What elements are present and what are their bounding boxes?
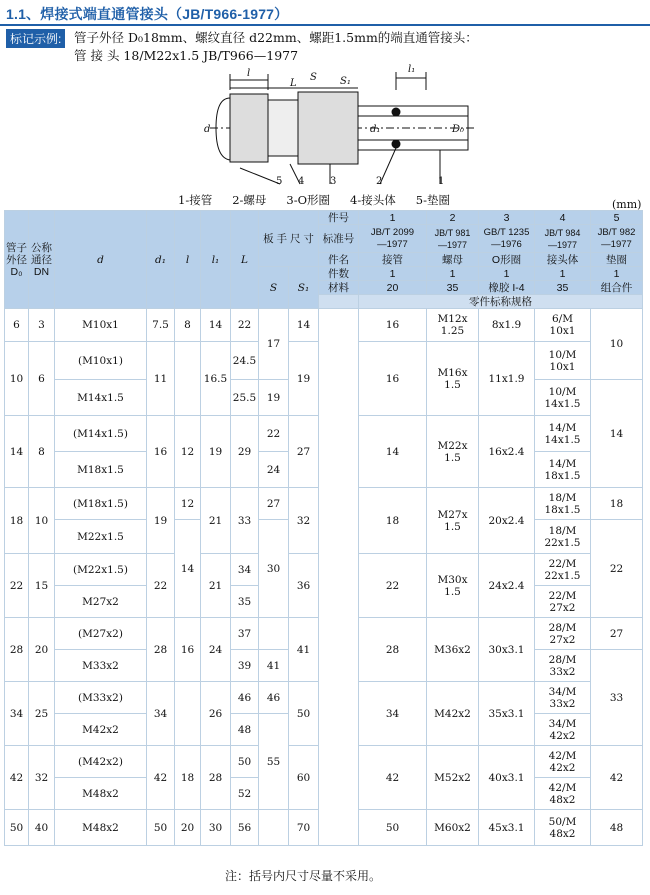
example-tag: 标记示例: (6, 29, 65, 48)
cell-p4: 18/M 18x1.5 (535, 488, 591, 520)
cell-p4: 6/M 10x1 (535, 309, 591, 342)
part-std: JB/T 982 —1977 (591, 225, 643, 253)
cell-d1: 7.5 (147, 309, 175, 342)
cell-l1: 28 (201, 746, 231, 810)
cell-p1: 28 (359, 618, 427, 682)
count-label: 件数 (319, 267, 359, 281)
cell-p2: M42x2 (427, 682, 479, 746)
col-header-wrench: 板 手 尺 寸 (259, 211, 319, 267)
cell-DN: 20 (29, 618, 55, 682)
part-std: JB/T 2099 —1977 (359, 225, 427, 253)
cell-p5: 48 (591, 810, 643, 846)
cell-p3: 20x2.4 (479, 488, 535, 554)
col-header-d: d (55, 211, 147, 309)
cell-p3: 45x3.1 (479, 810, 535, 846)
part-no: 5 (591, 211, 643, 225)
cell-l: 20 (175, 810, 201, 846)
parts-legend (178, 192, 450, 208)
cell-S1: 60 (289, 746, 319, 810)
cell-p4: 34/M 42x2 (535, 714, 591, 746)
part-callout-1: 1 (438, 176, 445, 187)
cell-S1: 19 (289, 342, 319, 416)
cell-l1: 21 (201, 554, 231, 618)
cell-p4: 22/M 27x2 (535, 586, 591, 618)
dim-label-l: l (247, 68, 251, 79)
col-header-l: l (175, 211, 201, 309)
cell-D0: 18 (5, 488, 29, 554)
cell-p3: 30x3.1 (479, 618, 535, 682)
cell-p4: 42/M 48x2 (535, 778, 591, 810)
cell-l1: 21 (201, 488, 231, 554)
cell-d1: 28 (147, 618, 175, 682)
cell-p2: M22x 1.5 (427, 416, 479, 488)
cell-p3: 16x2.4 (479, 416, 535, 488)
cell-l1: 26 (201, 682, 231, 746)
example-line-1: 管子外径 D₀18mm、螺纹直径 d22mm、螺距1.5mm的端直通管接头： (74, 30, 478, 45)
cell-D0: 42 (5, 746, 29, 810)
part-callout-5: 5 (276, 176, 283, 187)
cell-p1: 18 (359, 488, 427, 554)
cell-L: 37 (231, 618, 259, 650)
part-count: 1 (479, 267, 535, 281)
cell-p3: 24x2.4 (479, 554, 535, 618)
col-header-DN: 公称通径DN (29, 211, 55, 309)
cell-DN: 32 (29, 746, 55, 810)
cell-D0: 14 (5, 416, 29, 488)
cell-p1: 50 (359, 810, 427, 846)
cell-p3: 35x3.1 (479, 682, 535, 746)
cell-d: (M10x1) (55, 342, 147, 380)
cell-d: M33x2 (55, 650, 147, 682)
cell-p5: 42 (591, 746, 643, 810)
dim-label-D0: D₀ (452, 124, 465, 135)
cell-p5: 22 (591, 520, 643, 618)
dim-label-L: L (290, 78, 297, 89)
cell-S1: 70 (289, 810, 319, 846)
part-no: 3 (479, 211, 535, 225)
cell-d: M42x2 (55, 714, 147, 746)
cell-D0: 34 (5, 682, 29, 746)
cell-l: 12 (175, 416, 201, 488)
cell-S1: 32 (289, 488, 319, 554)
cell-L: 22 (231, 309, 259, 342)
cell-p4: 14/M 18x1.5 (535, 452, 591, 488)
dim-label-l1: l₁ (408, 64, 416, 75)
legend-item: 1-接管 (178, 193, 213, 207)
col-header-S1: S₁ (289, 267, 319, 309)
cell-l1: 14 (201, 309, 231, 342)
mat-label: 材料 (319, 281, 359, 295)
dim-label-d1: d₁ (370, 124, 381, 135)
cell-L: 39 (231, 650, 259, 682)
cell-S (259, 618, 289, 650)
cell-p4: 10/M 14x1.5 (535, 380, 591, 416)
cell-DN: 6 (29, 342, 55, 416)
part-name: 螺母 (427, 253, 479, 267)
cell-d: (M33x2) (55, 682, 147, 714)
cell-p1: 16 (359, 342, 427, 416)
cell-D0: 6 (5, 309, 29, 342)
part-std: JB/T 984 —1977 (535, 225, 591, 253)
part-no-label: 件号 (319, 211, 359, 225)
name-label: 件名 (319, 253, 359, 267)
dim-label-S1: S₁ (340, 76, 351, 87)
cell-S (259, 810, 289, 846)
part-no: 4 (535, 211, 591, 225)
part-name: 垫圈 (591, 253, 643, 267)
cell-l: 18 (175, 746, 201, 810)
title-rule (0, 24, 650, 26)
cell-S1: 14 (289, 309, 319, 342)
part-name: 接头体 (535, 253, 591, 267)
cell-p2: M12x 1.25 (427, 309, 479, 342)
part-mat: 20 (359, 281, 427, 295)
cell-d: M10x1 (55, 309, 147, 342)
cell-p2: M60x2 (427, 810, 479, 846)
part-callout-2: 2 (376, 176, 383, 187)
cell-L: 35 (231, 586, 259, 618)
cell-d: M48x2 (55, 778, 147, 810)
dim-label-S: S (310, 72, 317, 83)
col-header-D0: 管子外径D₀ (5, 211, 29, 309)
cell-d: (M18x1.5) (55, 488, 147, 520)
cell-L: 29 (231, 416, 259, 488)
cell-p2: M27x 1.5 (427, 488, 479, 554)
cell-p2: M30x 1.5 (427, 554, 479, 618)
col-header-L: L (231, 211, 259, 309)
spec-label: 零件标称规格 (359, 295, 643, 309)
cell-d: (M22x1.5) (55, 554, 147, 586)
cell-p2: M52x2 (427, 746, 479, 810)
dimension-table (4, 210, 643, 846)
cell-d: M27x2 (55, 586, 147, 618)
cell-p5: 10 (591, 309, 643, 380)
cell-l1: 19 (201, 416, 231, 488)
cell-d1: 16 (147, 416, 175, 488)
part-callout-3: 3 (330, 176, 337, 187)
part-no: 1 (359, 211, 427, 225)
cell-S: 22 (259, 416, 289, 452)
cell-l: 8 (175, 309, 201, 342)
fitting-diagram (190, 64, 480, 189)
cell-S: 19 (259, 380, 289, 416)
cell-l: 14 (175, 520, 201, 618)
cell-L: 25.5 (231, 380, 259, 416)
dim-label-d: d (204, 124, 211, 135)
cell-L: 34 (231, 554, 259, 586)
cell-p4: 22/M 22x1.5 (535, 554, 591, 586)
legend-item: 2-螺母 (232, 193, 267, 207)
unit-label: (mm) (612, 198, 642, 211)
cell-p4: 28/M 33x2 (535, 650, 591, 682)
legend-item: 5-垫圈 (415, 193, 450, 207)
cell-d1: 22 (147, 554, 175, 618)
cell-d1: 42 (147, 746, 175, 810)
cell-l1: 30 (201, 810, 231, 846)
cell-S: 24 (259, 452, 289, 488)
cell-l (175, 682, 201, 746)
cell-d: (M14x1.5) (55, 416, 147, 452)
col-header-d1: d₁ (147, 211, 175, 309)
cell-S: 17 (259, 309, 289, 380)
cell-l: 12 (175, 488, 201, 520)
cell-p1: 34 (359, 682, 427, 746)
cell-l (175, 342, 201, 416)
cell-S1: 41 (289, 618, 319, 682)
page-title: 1.1、焊接式端直通管接头（JB/T966-1977） (6, 6, 289, 22)
part-mat: 35 (427, 281, 479, 295)
cell-L: 50 (231, 746, 259, 778)
cell-p5: 27 (591, 618, 643, 650)
cell-p4: 42/M 42x2 (535, 746, 591, 778)
part-std: GB/T 1235 —1976 (479, 225, 535, 253)
cell-DN: 8 (29, 416, 55, 488)
cell-d1: 50 (147, 810, 175, 846)
cell-p2: M16x 1.5 (427, 342, 479, 416)
footnote: 注：括号内尺寸尽量不采用。 (225, 869, 382, 883)
part-name: 接管 (359, 253, 427, 267)
cell-L: 56 (231, 810, 259, 846)
cell-d: M22x1.5 (55, 520, 147, 554)
cell-p1: 14 (359, 416, 427, 488)
col-header-S: S (259, 267, 289, 309)
cell-p4: 28/M 27x2 (535, 618, 591, 650)
cell-L: 48 (231, 714, 259, 746)
cell-S: 55 (259, 714, 289, 810)
cell-l: 16 (175, 618, 201, 682)
cell-DN: 40 (29, 810, 55, 846)
cell-L: 46 (231, 682, 259, 714)
cell-d: (M27x2) (55, 618, 147, 650)
cell-l1: 16.5 (201, 342, 231, 416)
cell-p1: 16 (359, 309, 427, 342)
cell-S1: 36 (289, 554, 319, 618)
cell-d: M48x2 (55, 810, 147, 846)
cell-d: M18x1.5 (55, 452, 147, 488)
std-label: 标准号 (319, 225, 359, 253)
part-count: 1 (427, 267, 479, 281)
cell-blank (319, 309, 359, 846)
part-std: JB/T 981 —1977 (427, 225, 479, 253)
cell-DN: 3 (29, 309, 55, 342)
part-no: 2 (427, 211, 479, 225)
cell-DN: 25 (29, 682, 55, 746)
cell-L: 33 (231, 488, 259, 554)
cell-p3: 8x1.9 (479, 309, 535, 342)
cell-l1: 24 (201, 618, 231, 682)
cell-D0: 10 (5, 342, 29, 416)
example-line-2: 管 接 头 18/M22x1.5 JB/T966—1977 (74, 48, 299, 63)
part-count: 1 (591, 267, 643, 281)
cell-d1: 11 (147, 342, 175, 416)
cell-S: 30 (259, 520, 289, 618)
cell-p1: 22 (359, 554, 427, 618)
part-mat: 橡胶 I-4 (479, 281, 535, 295)
legend-item: 4-接头体 (350, 193, 396, 207)
cell-d1: 19 (147, 488, 175, 554)
cell-D0: 22 (5, 554, 29, 618)
cell-L: 52 (231, 778, 259, 810)
cell-S1: 27 (289, 416, 319, 488)
legend-item: 3-O形圈 (286, 193, 331, 207)
cell-p4: 34/M 33x2 (535, 682, 591, 714)
part-count: 1 (359, 267, 427, 281)
cell-p3: 11x1.9 (479, 342, 535, 416)
part-count: 1 (535, 267, 591, 281)
part-name: O形圈 (479, 253, 535, 267)
cell-d: (M42x2) (55, 746, 147, 778)
cell-p5: 18 (591, 488, 643, 520)
cell-p4: 50/M 48x2 (535, 810, 591, 846)
cell-p5: 14 (591, 380, 643, 488)
cell-p2: M36x2 (427, 618, 479, 682)
cell-L: 24.5 (231, 342, 259, 380)
cell-S: 27 (259, 488, 289, 520)
cell-p5: 33 (591, 650, 643, 746)
cell-p3: 40x3.1 (479, 746, 535, 810)
cell-d: M14x1.5 (55, 380, 147, 416)
cell-d1: 34 (147, 682, 175, 746)
cell-S: 46 (259, 682, 289, 714)
col-header-l1: l₁ (201, 211, 231, 309)
spacer-cell (319, 295, 359, 309)
cell-DN: 15 (29, 554, 55, 618)
cell-S: 41 (259, 650, 289, 682)
part-mat: 35 (535, 281, 591, 295)
cell-p4: 10/M 10x1 (535, 342, 591, 380)
part-callout-4: 4 (298, 176, 305, 187)
cell-DN: 10 (29, 488, 55, 554)
cell-p1: 42 (359, 746, 427, 810)
part-mat: 组合件 (591, 281, 643, 295)
cell-D0: 28 (5, 618, 29, 682)
cell-p4: 14/M 14x1.5 (535, 416, 591, 452)
cell-p4: 18/M 22x1.5 (535, 520, 591, 554)
cell-S1: 50 (289, 682, 319, 746)
cell-D0: 50 (5, 810, 29, 846)
